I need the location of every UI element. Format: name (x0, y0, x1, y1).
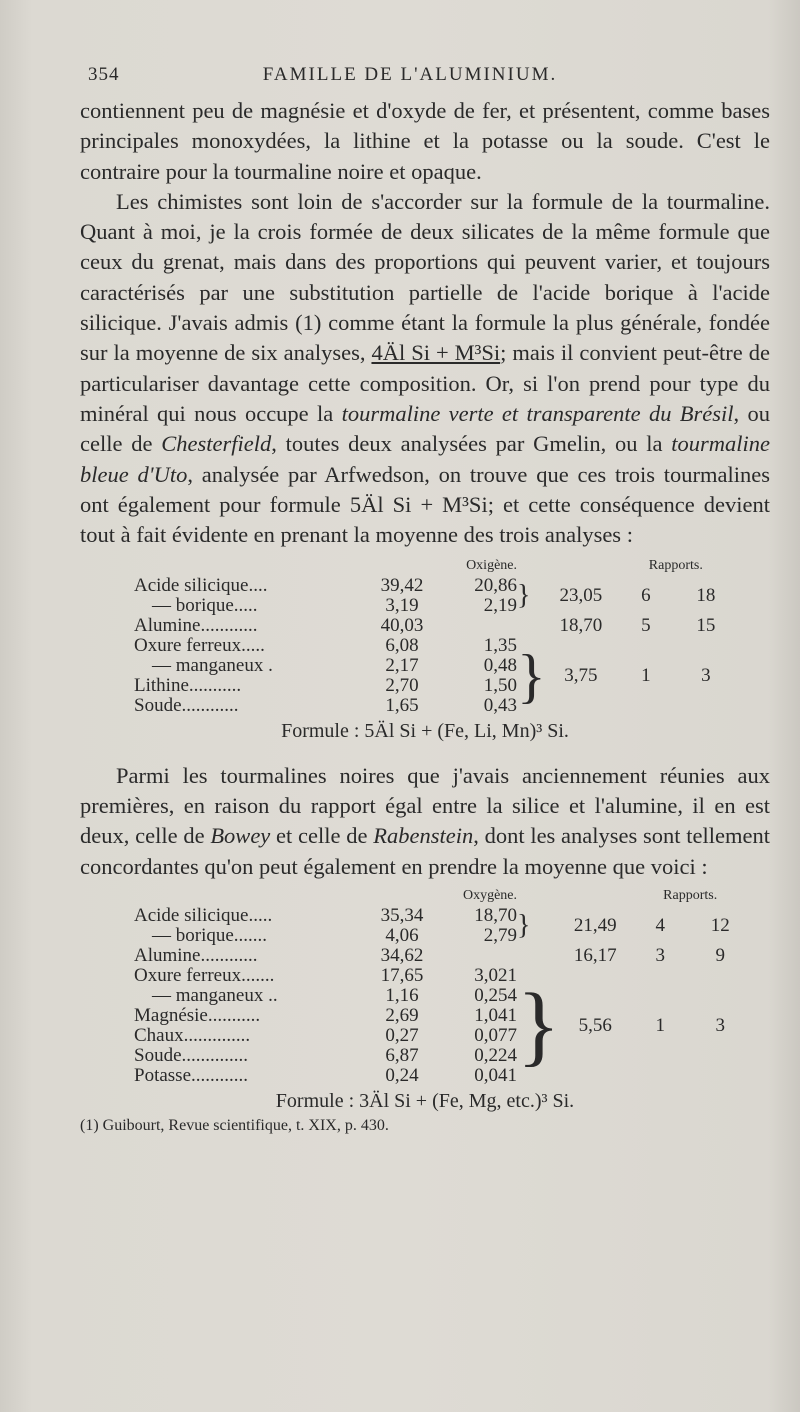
row-pct: 6,08 (385, 635, 419, 657)
p2-text-b: ; mais il convient peut-être de particulariser davantage cette composition. Or, si l'on prend pour type du minéral qui nous occupe la (80, 340, 770, 426)
formula-1: Formule : 5Äl Si + (Fe, Li, Mn)³ Si. (281, 720, 569, 743)
group-ratio-2: 9 (715, 944, 725, 966)
group-sum: 18,70 (559, 615, 603, 637)
row-name: Alumine............ (134, 615, 258, 637)
group-ratio-2: 15 (696, 615, 716, 637)
row-oxygen: 1,50 (483, 675, 517, 697)
page-header (80, 58, 740, 88)
row-oxygen: 2,79 (483, 924, 517, 946)
row-name: Magnésie........... (134, 1004, 261, 1026)
row-oxygen: 0,48 (483, 655, 517, 677)
p3-text-b: et celle de (270, 823, 374, 849)
row-oxygen: 0,077 (474, 1024, 517, 1046)
brace: } (517, 975, 561, 1075)
running-title: FAMILLE DE L'ALUMINIUM. (262, 64, 558, 85)
row-name: — manganeux .. (152, 984, 278, 1006)
table-row (134, 946, 750, 966)
row-pct: 3,19 (385, 595, 419, 617)
row-name: — borique..... (152, 595, 258, 617)
p3-italic-2: Rabenstein (373, 823, 474, 849)
row-oxygen: 3,021 (474, 964, 517, 986)
p2-text-a: Les chimistes sont loin de s'accorder sur la formule de la tourmaline. Quant à moi, je la crois formée de deux silicates de la même formule que ceux du grenat, mais dans des proportions qui peuvent varier, et toujours caractérisés par une substitution partielle de l'acide borique à l'acide silicique. J'avais admis (1) comme étant la formule la plus générale, fondée sur la moyenne de six analyses, (80, 188, 770, 366)
row-pct: 39,42 (380, 575, 424, 597)
formula-2: Formule : 3Äl Si + (Fe, Mg, etc.)³ Si. (275, 1089, 575, 1112)
row-pct: 4,06 (385, 924, 419, 946)
row-pct: 40,03 (380, 615, 424, 637)
table-row (134, 576, 736, 596)
row-oxygen: 0,254 (474, 984, 517, 1006)
row-name: Acide silicique.... (134, 575, 268, 597)
row-name: Alumine............ (134, 944, 258, 966)
table-row (134, 616, 736, 636)
row-oxygen: 18,70 (474, 904, 517, 926)
formula-inline-1: 4Äl Si + M³Si (371, 340, 501, 366)
group-ratio: 5 (641, 615, 651, 637)
p2-text-f: ; et cette conséquence devient tout à fait évidente en prenant la moyenne des trois analyses : (80, 491, 770, 548)
table-row (134, 636, 736, 656)
row-name: Oxure ferreux....... (134, 964, 275, 986)
group-sum: 16,17 (573, 944, 617, 966)
p2-italic-2: Chesterfield (161, 431, 272, 457)
row-pct: 0,27 (385, 1024, 419, 1046)
p2-text-d: , toutes deux analysées par Gmelin, ou la (271, 431, 672, 457)
p2-text-c: , ou celle de (80, 400, 770, 457)
group-ratio-2: 3 (701, 665, 711, 687)
group-ratio-2: 12 (710, 914, 730, 936)
row-oxygen: 1,35 (483, 635, 517, 657)
group-sum: 3,75 (564, 665, 598, 687)
paragraph-2 (80, 187, 770, 551)
p3-text-c: , dont les analyses sont tellement concordantes qu'on peut également en prendre la moyenne que voici : (80, 823, 770, 879)
p2-italic-3: tourmaline bleue d'Uto (80, 431, 770, 487)
row-pct: 17,65 (380, 964, 424, 986)
analysis-table-2 (134, 886, 750, 1086)
footnote: (1) Guibourt, Revue scientifique, t. XIX, p. 430. (80, 1117, 389, 1135)
row-name: Acide silicique..... (134, 904, 273, 926)
group-sum: 5,56 (578, 1014, 612, 1036)
row-oxygen: 0,43 (483, 695, 517, 717)
brace: } (517, 643, 546, 710)
table-row (134, 906, 750, 926)
brace: } (517, 580, 531, 612)
row-oxygen (457, 616, 517, 636)
row-pct: 6,87 (385, 1044, 419, 1066)
paragraph-1: contiennent peu de magnésie et d'oxyde de fer, et présentent, comme bases principales monoxydées, la lithine et la potasse ou la soude. C'est le contraire pour la tourmaline noire et opaque. (80, 98, 770, 184)
p2-italic-1: tourmaline verte et transparente du Brésil (341, 400, 734, 426)
row-pct: 35,34 (380, 904, 424, 926)
row-name: Lithine........... (134, 675, 242, 697)
formula-inline-2: 5Äl Si + M³Si (349, 491, 488, 517)
analysis-table-1 (134, 556, 736, 716)
row-oxygen: 1,041 (474, 1004, 517, 1026)
group-ratio: 3 (655, 944, 665, 966)
header-rapports: Rapports. (648, 558, 703, 574)
row-name: Soude.............. (134, 1044, 248, 1066)
group-ratio: 6 (641, 585, 651, 607)
row-oxygen (457, 946, 517, 966)
header-rapports: Rapports. (663, 887, 718, 903)
header-oxygen: Oxygène. (462, 887, 517, 903)
row-pct: 2,69 (385, 1004, 419, 1026)
header-oxygen: Oxigène. (466, 558, 517, 574)
table-row (134, 966, 750, 986)
row-name: Soude............ (134, 695, 239, 717)
group-ratio-2: 3 (715, 1014, 725, 1036)
row-name: Oxure ferreux..... (134, 635, 265, 657)
group-sum: 23,05 (559, 585, 603, 607)
group-ratio: 1 (641, 665, 651, 687)
page-body (80, 96, 770, 1136)
row-name: — manganeux . (152, 655, 273, 677)
row-pct: 2,70 (385, 675, 419, 697)
group-ratio-2: 18 (696, 585, 716, 607)
row-oxygen: 2,19 (483, 595, 517, 617)
row-pct: 0,24 (385, 1064, 419, 1086)
group-ratio: 4 (655, 914, 665, 936)
row-pct: 1,16 (385, 984, 419, 1006)
brace: } (517, 909, 531, 941)
row-oxygen: 20,86 (474, 575, 517, 597)
row-oxygen: 0,224 (474, 1044, 517, 1066)
row-name: Chaux.............. (134, 1024, 251, 1046)
row-pct: 2,17 (385, 655, 419, 677)
row-pct: 1,65 (385, 695, 419, 717)
p2-text-e: , analysée par Arfwedson, on trouve que ces trois tourmalines ont également pour formule (80, 461, 770, 517)
paragraph-3 (80, 761, 770, 882)
row-name: — borique....... (152, 924, 268, 946)
row-name: Potasse............ (134, 1064, 248, 1086)
p3-italic-1: Bowey (210, 823, 271, 849)
page-number: 354 (88, 64, 120, 85)
group-ratio: 1 (655, 1014, 665, 1036)
row-pct: 34,62 (380, 944, 424, 966)
group-sum: 21,49 (573, 914, 617, 936)
p3-text-a: Parmi les tourmalines noires que j'avais anciennement réunies aux premières, en raison du rapport égal entre la silice et l'alumine, il en est deux, celle de (80, 762, 770, 849)
row-oxygen: 0,041 (474, 1064, 517, 1086)
